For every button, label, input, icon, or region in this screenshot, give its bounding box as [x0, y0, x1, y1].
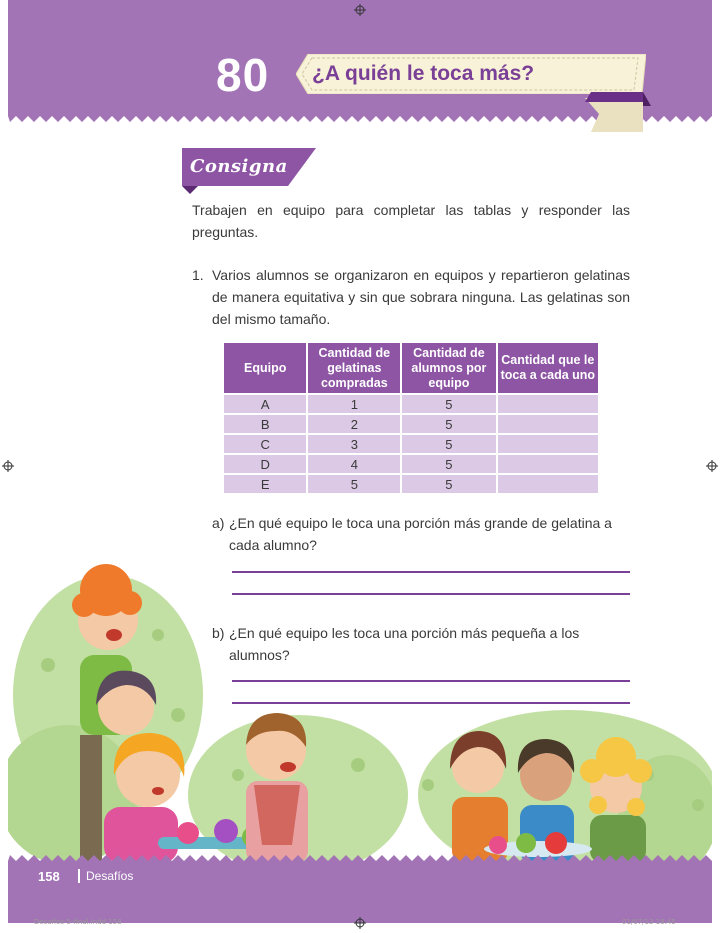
registration-mark-icon	[354, 4, 366, 16]
cell-answer[interactable]	[497, 414, 599, 434]
cell-equipo: D	[223, 454, 307, 474]
cell-equipo: A	[223, 394, 307, 414]
cell-gelatinas: 5	[307, 474, 401, 494]
cell-answer[interactable]	[497, 434, 599, 454]
table-row	[223, 434, 599, 454]
table-row	[223, 394, 599, 414]
consigna-label: Consigna	[190, 156, 288, 177]
question-a-label: a)	[212, 515, 225, 531]
page-number: 158	[38, 869, 60, 884]
section-name: Desafíos	[86, 869, 134, 883]
cell-answer[interactable]	[497, 454, 599, 474]
table-row	[223, 454, 599, 474]
cell-gelatinas: 1	[307, 394, 401, 414]
question-b-text: ¿En qué equipo les toca una porción más pequeña a los alumnos?	[229, 625, 580, 663]
cell-equipo: B	[223, 414, 307, 434]
question-b	[212, 622, 632, 666]
cell-answer[interactable]	[497, 474, 599, 494]
cell-gelatinas: 2	[307, 414, 401, 434]
problem-number: 1.	[192, 267, 204, 283]
question-a-text: ¿En qué equipo le toca una porción más grande de gelatina a cada alumno?	[229, 515, 612, 553]
lesson-number: 80	[216, 49, 270, 101]
ribbon-tail	[585, 92, 655, 142]
problem-1	[192, 264, 630, 330]
cell-alumnos: 5	[401, 434, 496, 454]
header-alumnos: Cantidad de alumnos por equipo	[401, 342, 496, 394]
answer-line-a-2[interactable]	[232, 593, 630, 595]
table-row	[223, 414, 599, 434]
answer-line-a-1[interactable]	[232, 571, 630, 573]
table-header-row	[223, 342, 599, 394]
cell-equipo: C	[223, 434, 307, 454]
lesson-title: ¿A quién le toca más?	[312, 62, 535, 85]
footer-divider	[78, 869, 80, 883]
answer-line-b-2[interactable]	[232, 702, 630, 704]
instructions-text: Trabajen en equipo para completar las tablas y responder las preguntas.	[192, 202, 630, 240]
cell-equipo: E	[223, 474, 307, 494]
cell-answer[interactable]	[497, 394, 599, 414]
registration-mark-icon	[2, 460, 14, 472]
header-equipo: Equipo	[223, 342, 307, 394]
print-timestamp: 01/07/13 18:45	[622, 918, 676, 926]
question-a	[212, 512, 632, 556]
problem-text: Varios alumnos se organizaron en equipos y repartieron gelatinas de manera equitativa y sin que sobrara ninguna. Las gelatinas son del mismo tamaño.	[212, 267, 630, 327]
cell-alumnos: 5	[401, 394, 496, 414]
cell-gelatinas: 3	[307, 434, 401, 454]
table-row	[223, 474, 599, 494]
question-b-label: b)	[212, 625, 225, 641]
cell-gelatinas: 4	[307, 454, 401, 474]
registration-mark-icon	[706, 460, 718, 472]
print-file-info: Desafios-5-final.indd 158	[34, 918, 122, 926]
header-cantidad: Cantidad que le toca a cada uno	[497, 342, 599, 394]
header-gelatinas: Cantidad de gelatinas compradas	[307, 342, 401, 394]
registration-mark-icon	[354, 917, 366, 929]
cell-alumnos: 5	[401, 474, 496, 494]
answer-line-b-1[interactable]	[232, 680, 630, 682]
gelatin-table	[222, 341, 600, 495]
cell-alumnos: 5	[401, 454, 496, 474]
cell-alumnos: 5	[401, 414, 496, 434]
